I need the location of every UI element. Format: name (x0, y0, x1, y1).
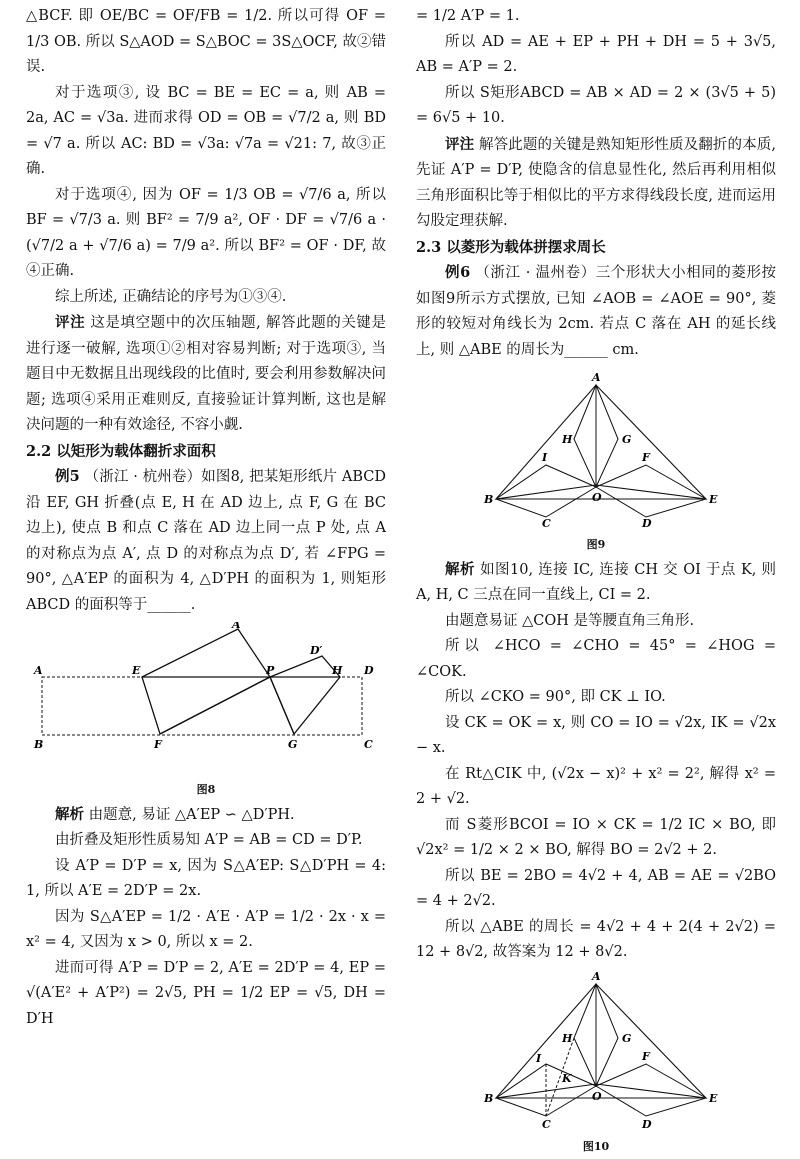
fig10-label-b: B (484, 1091, 494, 1105)
solution-6-step-5: 设 CK = OK = x, 则 CO = IO = √2x, IK = √2x − x. (416, 714, 776, 756)
example-6 (416, 260, 776, 363)
fig10-label-g: G (622, 1031, 632, 1045)
solution-5-step-8: 所以 S矩形ABCD = AB × AD = 2 × (3√5 + 5) = 6√5 + 10. (416, 84, 776, 126)
fig9-label-b: B (484, 493, 494, 506)
fig8-label-d-prime: D′ (310, 644, 323, 657)
paragraph-option-2-conclusion: △BCF. 即 OE/BC = OF/FB = 1/2. 所以可得 OF = 1/3 OB. 所以 S△AOD = S△BOC = 3S△OCF, 故②错误. (26, 8, 386, 75)
example-5-lead: 例5 (55, 468, 80, 485)
figure-10-diagram (416, 970, 776, 1130)
solution-5-step-2: 由折叠及矩形性质易知 A′P = AB = CD = D′P. (55, 832, 363, 848)
fig8-label-a-prime: A′ (232, 622, 244, 631)
comment-2-text: 解答此题的关键是熟知矩形性质及翻折的本质, 先证 A′P = D′P, 使隐含的信息显性化, 然后再利用相似三角形面积比等于相似比的平方求得线段长度, 进而运用勾股定理获解. (416, 136, 777, 229)
fig10-label-k: K (562, 1071, 572, 1085)
paragraph-summary: 综上所述, 正确结论的序号为①③④. (55, 288, 287, 305)
fig9-label-c: C (542, 517, 551, 527)
comment-lead: 评注 (55, 314, 86, 331)
comment-2-lead: 评注 (445, 135, 475, 153)
fig9-label-e: E (709, 493, 718, 506)
fig9-rhombus-left (496, 465, 596, 517)
fig8-label-b: B (34, 738, 44, 751)
solution-6-step-3: 所以 ∠HCO = ∠CHO = 45° = ∠HOG = ∠COK. (416, 638, 776, 680)
solution-6-step-2: 由题意易证 △COH 是等腰直角三角形. (445, 612, 695, 629)
fig10-label-d: D (642, 1117, 652, 1130)
example-5 (26, 464, 386, 618)
figure-8-caption: 图8 (196, 782, 216, 796)
fig9-label-a: A (592, 371, 601, 384)
fig10-rhombus-right (596, 1064, 706, 1116)
fig9-label-f: F (642, 451, 650, 464)
fig8-line-pf (160, 677, 270, 734)
solution-6 (416, 557, 776, 609)
paragraph-comment-2 (416, 132, 776, 235)
example-5-text: （浙江 · 杭州卷）如图8, 把某矩形纸片 ABCD 沿 EF, GH 折叠(点 E, H 在 AD 边上, 点 F, G 在 BC 边上), 使点 B 和点 C 落在 AD 边上同一点 P 处, 点 A 的对称点为点 A′, 点 D 的对称点为点 D′, 若 ∠FPG = 90°, △A′EP 的面积为 4, △D′PH 的面积为 1, 则矩形 ABCD 的面积等于______. (26, 469, 387, 613)
solution-5-step-4: 因为 S△A′EP = 1/2 · A′E · A′P = 1/2 · 2x · x = x² = 4, 又因为 x > 0, 所以 x = 2. (26, 908, 386, 950)
figure-10 (416, 970, 776, 1156)
fig8-left-fold (142, 629, 270, 734)
fig8-label-d: D (364, 664, 374, 677)
fig9-label-d: D (642, 517, 652, 527)
solution-5-step-5: 进而可得 A′P = D′P = 2, A′E = 2D′P = 4, EP = √(A′E² + A′P²) = 2√5, PH = 1/2 EP = √5, DH = D′H (26, 959, 386, 1027)
solution-6-step-9: 所以 △ABE 的周长 = 4√2 + 4 + 2(4 + 2√2) = 12 + 8√2, 故答案为 12 + 8√2. (416, 918, 776, 960)
solution-6-step-1: 如图10, 连接 IC, 连接 CH 交 OI 于点 K, 则 A, H, C 三点在同一直线上, CI = 2. (416, 561, 776, 603)
fig10-label-o: O (592, 1089, 602, 1103)
fig10-outline (496, 984, 706, 1098)
paragraph-comment (26, 310, 386, 439)
figure-9-caption: 图9 (586, 537, 606, 551)
figure-8 (26, 622, 386, 798)
fig8-label-h: H (332, 664, 343, 677)
figure-9-diagram (416, 367, 776, 527)
fig10-label-c: C (542, 1117, 551, 1130)
comment-text: 这是填空题中的次压轴题, 解答此题的关键是进行逐一破解, 选项①②相对容易判断; 对于选项③, 当题目中无数据且出现线段的比值时, 要会利用参数解决问题; 选项④采用正难则反, 直接验证计算判断, 这也是解决问题的一种有效途径, 不容小觑. (26, 315, 387, 433)
fig8-label-e: E (132, 664, 141, 677)
solution-6-lead: 解析 (445, 560, 475, 578)
solution-6-step-7: 而 S菱形BCOI = IO × CK = 1/2 IC × BO, 即 √2x² = 1/2 × 2 × BO, 解得 BO = 2√2 + 2. (416, 816, 776, 858)
left-column (26, 4, 386, 1032)
solution-5-step-1: 由题意, 易证 △A′EP ∽ △D′PH. (88, 806, 295, 823)
figure-10-caption: 图10 (582, 1140, 610, 1153)
solution-6-step-6: 在 Rt△CIK 中, (√2x − x)² + x² = 2², 解得 x² = 2 + √2. (416, 765, 776, 807)
example-6-lead: 例6 (445, 264, 471, 281)
fig9-label-o: O (592, 491, 602, 504)
fig10-label-a: A (592, 969, 601, 983)
paragraph-option-4: 对于选项④, 因为 OF = 1/3 OB = √7/6 a, 所以 BF = √7/3 a. 则 BF² = 7/9 a², OF · DF = √7/6 a · (√7/2 a + √7/6 a) = 7/9 a². 所以 BF² = OF · DF, 故④正确. (26, 186, 386, 279)
fig8-original-rectangle (42, 677, 362, 735)
fig9-outline (496, 385, 706, 499)
fig9-rhombus-right (596, 465, 706, 517)
solution-6-step-4: 所以 ∠CKO = 90°, 即 CK ⊥ IO. (445, 689, 666, 705)
fig9-label-i: I (542, 451, 548, 464)
fig8-label-f: F (154, 738, 162, 751)
fig10-label-h: H (562, 1031, 573, 1045)
fig8-right-fold (270, 656, 340, 734)
fig8-line-pg (270, 677, 294, 734)
section-heading-2-3: 2.3 以菱形为载体拼摆求周长 (416, 238, 606, 256)
fig8-label-g: G (288, 738, 298, 751)
solution-5-step-6: = 1/2 A′P = 1. (416, 8, 520, 24)
solution-5 (26, 802, 386, 829)
right-column (416, 4, 776, 1159)
fig9-label-g: G (622, 433, 632, 446)
figure-8-diagram (26, 622, 386, 772)
paragraph-option-3: 对于选项③, 设 BC = BE = EC = a, 则 AB = 2a, AC = √3a. 进而求得 OD = OB = √7/2 a, 则 BD = √7 a. 所以 AC: BD = √3a: √7a = √21: 7, 故③正确. (26, 84, 386, 177)
solution-5-step-7: 所以 AD = AE + EP + PH + DH = 5 + 3√5, AB = A′P = 2. (416, 33, 776, 75)
figure-9 (416, 367, 776, 553)
solution-5-lead: 解析 (55, 805, 84, 823)
fig10-label-i: I (536, 1051, 542, 1065)
solution-6-step-8: 所以 BE = 2BO = 4√2 + 4, AB = AE = √2BO = 4 + 2√2. (416, 867, 776, 909)
fig8-label-p: P (266, 664, 275, 677)
solution-5-step-3: 设 A′P = D′P = x, 因为 S△A′EP: S△D′PH = 4: 1, 所以 A′E = 2D′P = 2x. (26, 857, 386, 899)
fig10-label-e: E (709, 1091, 718, 1105)
section-heading-2-2: 2.2 以矩形为载体翻折求面积 (26, 442, 216, 460)
fig9-label-h: H (562, 433, 573, 446)
fig8-label-c: C (364, 738, 373, 751)
fig8-label-a: A (34, 664, 43, 677)
example-6-text: （浙江 · 温州卷）三个形状大小相同的菱形按如图9所示方式摆放, 已知 ∠AOB = ∠AOE = 90°, 菱形的较短对角线长为 2cm. 若点 C 落在 AH 的延长线上, 则 △ABE 的周长为______ cm. (416, 265, 777, 358)
fig10-label-f: F (642, 1049, 650, 1063)
